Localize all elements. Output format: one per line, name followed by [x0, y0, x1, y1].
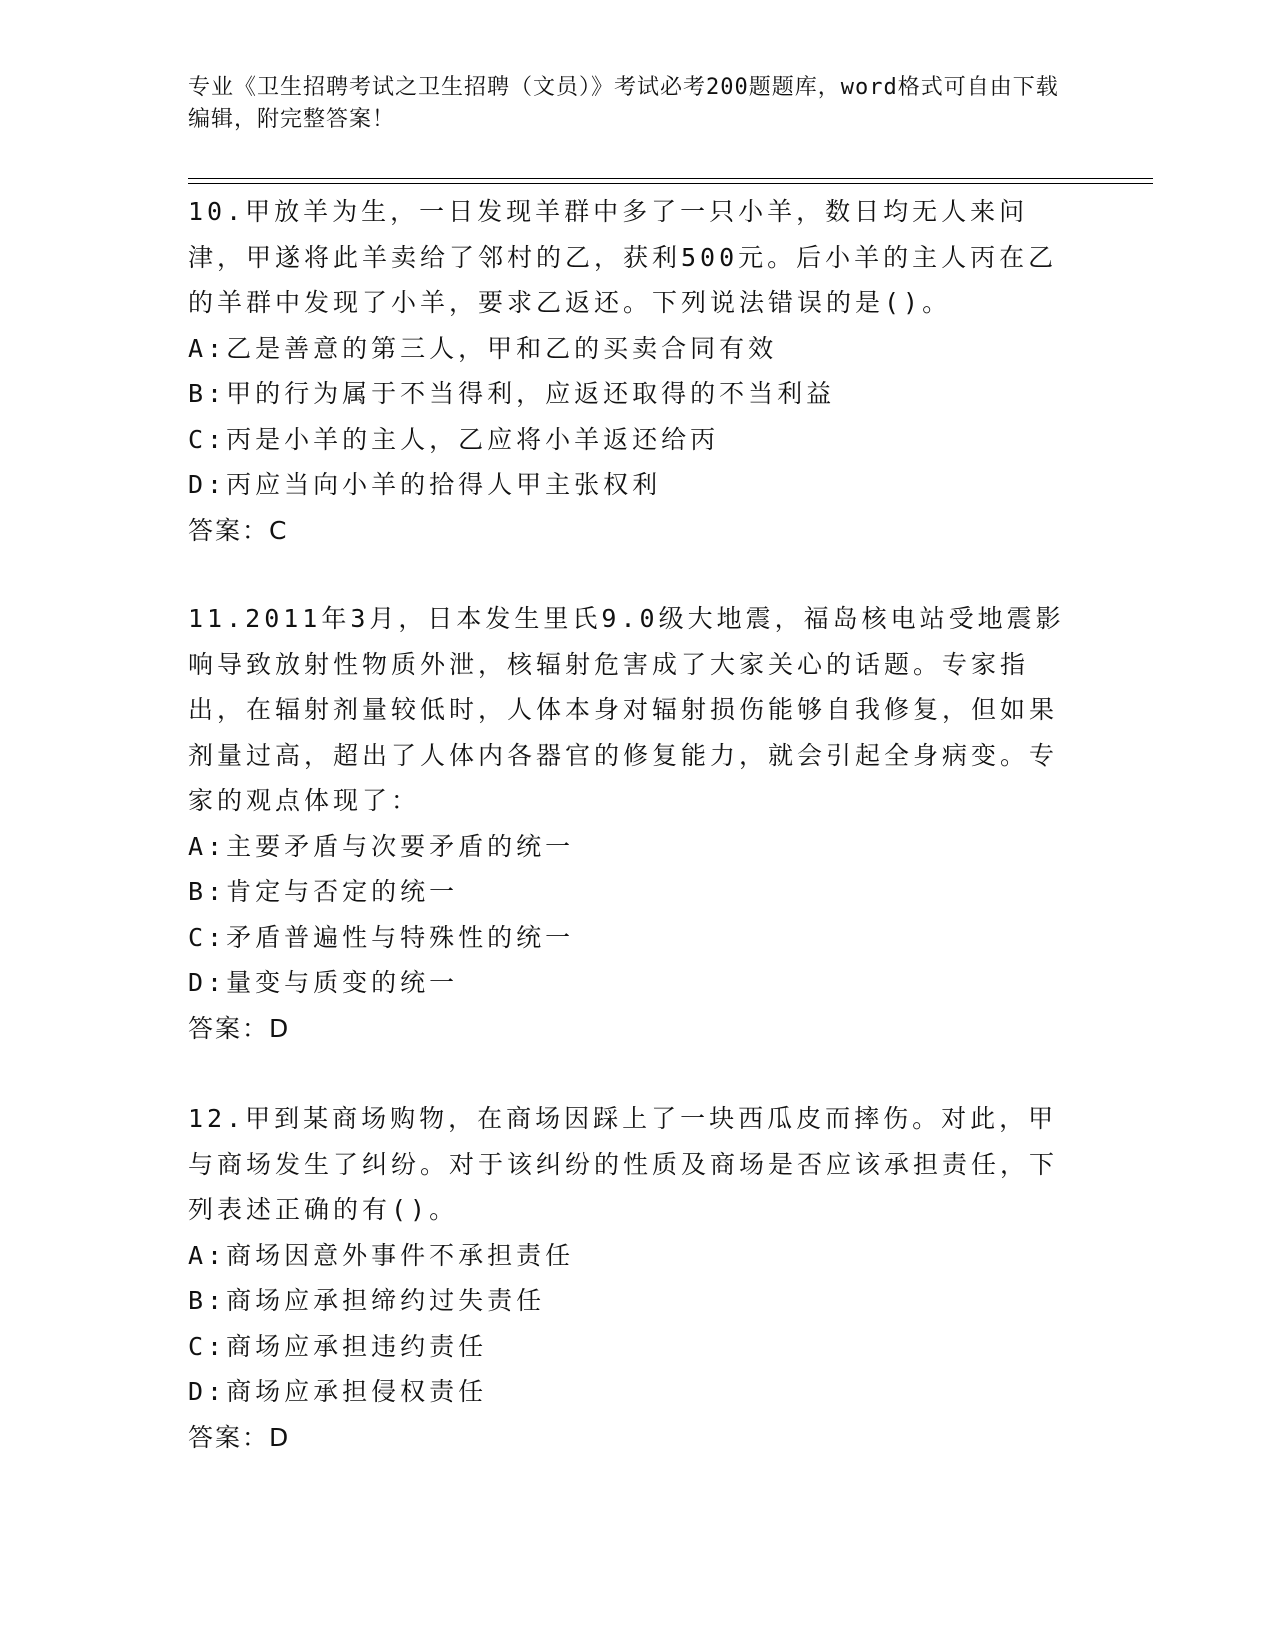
answer: 答案：C: [188, 515, 289, 545]
header-divider-bottom: [188, 183, 1153, 184]
option-a: A:乙是善意的第三人，甲和乙的买卖合同有效: [188, 333, 778, 363]
answer: 答案：D: [188, 1422, 291, 1452]
option-d: D:丙应当向小羊的拾得人甲主张权利: [188, 470, 662, 499]
option-b: B:商场应承担缔约过失责任: [188, 1286, 546, 1315]
option-c: C:丙是小羊的主人，乙应将小羊返还给丙: [188, 424, 720, 454]
question-11: [188, 596, 1068, 1051]
option-a: A:商场因意外事件不承担责任: [188, 1240, 575, 1270]
option-b: B:甲的行为属于不当得利，应返还取得的不当利益: [188, 379, 836, 408]
option-d: D:商场应承担侵权责任: [188, 1377, 488, 1406]
header-divider-top: [188, 178, 1153, 179]
question-stem: 11.2011年3月，日本发生里氏9.0级大地震，福岛核电站受地震影响导致放射性物质外泄，核辐射危害成了大家关心的话题。专家指出，在辐射剂量较低时，人体本身对辐射损伤能够自我修复，但如果剂量过高，超出了人体内各器官的修复能力，就会引起全身病变。专家的观点体现了：: [188, 604, 1065, 815]
option-b: B:肯定与否定的统一: [188, 877, 459, 906]
question-12: [188, 1096, 1068, 1460]
header-title: 专业《卫生招聘考试之卫生招聘（文员）》考试必考200题题库，word格式可自由下载编辑，附完整答案！: [188, 75, 1059, 132]
document-header: [188, 72, 1068, 136]
answer: 答案：D: [188, 1013, 291, 1043]
question-stem: 12.甲到某商场购物，在商场因踩上了一块西瓜皮而摔伤。对此，甲与商场发生了纠纷。对于该纠纷的性质及商场是否应该承担责任，下列表述正确的有()。: [188, 1104, 1059, 1224]
option-c: C:商场应承担违约责任: [188, 1331, 488, 1361]
question-10: [188, 189, 1068, 553]
option-d: D:量变与质变的统一: [188, 968, 459, 997]
question-stem: 10.甲放羊为生，一日发现羊群中多了一只小羊，数日均无人来问津，甲遂将此羊卖给了邻村的乙，获利500元。后小羊的主人丙在乙的羊群中发现了小羊，要求乙返还。下列说法错误的是()。: [188, 197, 1058, 317]
option-a: A:主要矛盾与次要矛盾的统一: [188, 831, 575, 861]
option-c: C:矛盾普遍性与特殊性的统一: [188, 922, 575, 952]
